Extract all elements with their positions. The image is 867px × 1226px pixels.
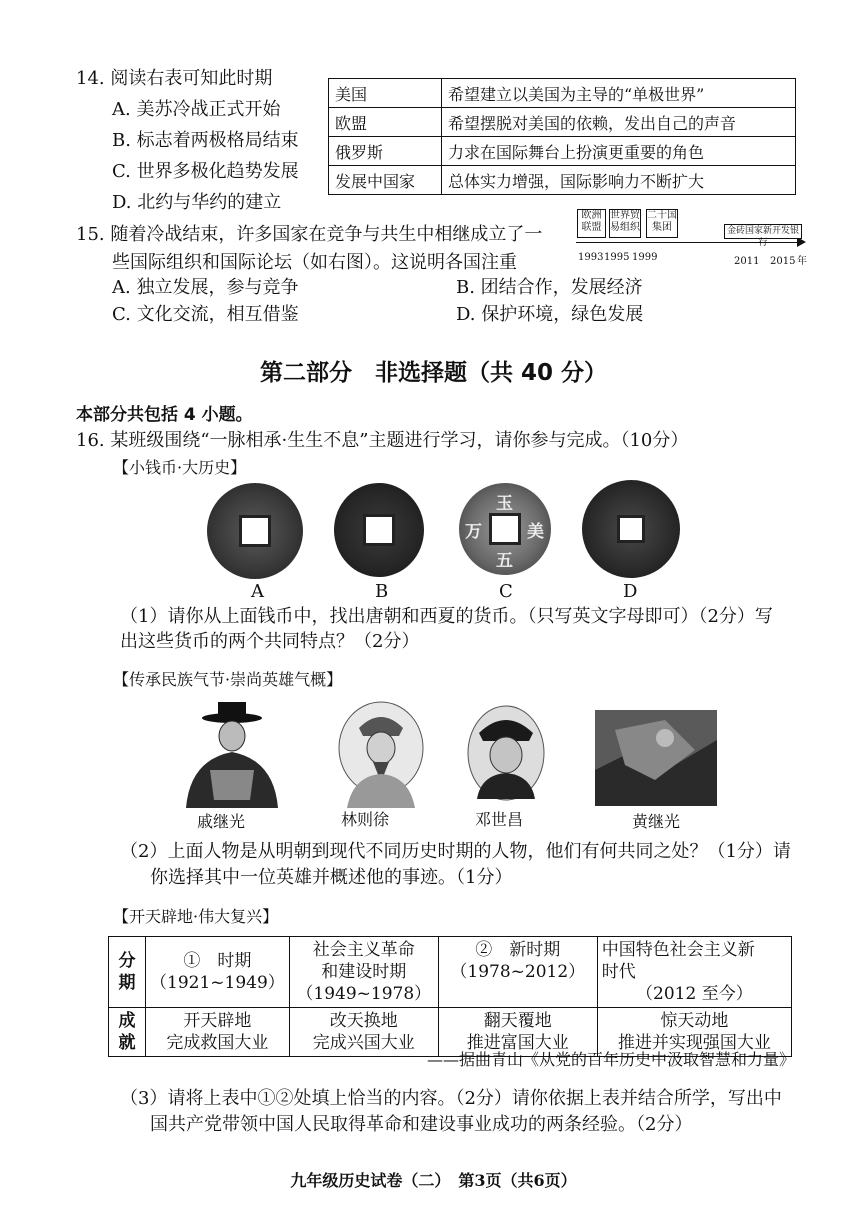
q14-table	[328, 78, 796, 195]
timeline-year: 1999	[632, 252, 658, 263]
table-source: ——据曲青山《从党的百年历史中汲取智慧和力量》	[426, 1050, 795, 1069]
q14-option-d: D. 北约与华约的建立	[112, 192, 282, 213]
table-cell: ② 新时期 （1978~2012）	[438, 937, 597, 1008]
q15-stem-line2: 些国际组织和国际论坛（如右图）。这说明各国注重	[112, 252, 517, 273]
coin-hole	[239, 515, 271, 547]
timeline-year: 1993	[578, 252, 604, 263]
timeline-box-brics: 金砖国家新开发银行	[724, 224, 802, 239]
table-cell: 惊天动地 推进并实现强国大业	[597, 1008, 791, 1057]
timeline-box-wto: 世界贸 易组织	[609, 209, 641, 238]
table-row	[329, 79, 796, 108]
table-cell: 中国特色社会主义新 时代 （2012 至今）	[597, 937, 791, 1008]
coin-c-image: 玉 万 美 五	[459, 483, 551, 575]
q14-actor: 发展中国家	[329, 166, 442, 195]
coins-heading: 【小钱币·大历史】	[113, 458, 247, 477]
q14-desc: 力求在国际舞台上扮演更重要的角色	[442, 137, 796, 166]
section-title: 第二部分 非选择题（共 40 分）	[259, 360, 608, 386]
timeline-year: 1995	[604, 252, 630, 263]
q16-sub1-line2: 出这些货币的两个共同特点？（2分）	[120, 631, 420, 652]
coin-a-image	[207, 483, 303, 579]
q14-actor: 俄罗斯	[329, 137, 442, 166]
q14-actor: 美国	[329, 79, 442, 108]
table-row	[109, 937, 792, 1008]
q15-option-d: D. 保护环境，绿色发展	[456, 304, 644, 325]
table-cell: 社会主义革命 和建设时期 （1949~1978）	[289, 937, 438, 1008]
heroes-heading: 【传承民族气节·崇尚英雄气概】	[113, 670, 343, 689]
q16-stem: 16. 某班级围绕“一脉相承·生生不息”主题进行学习，请你参与完成。（10分）	[76, 430, 689, 451]
q14-actor: 欧盟	[329, 108, 442, 137]
table-row	[329, 137, 796, 166]
hero-name: 邓世昌	[475, 810, 524, 829]
coin-label-c: C	[499, 581, 513, 602]
table-row	[329, 166, 796, 195]
q16-sub3-line2: 国共产党带领中国人民取得革命和建设事业成功的两条经验。（2分）	[150, 1114, 693, 1135]
coin-label-a: A	[251, 581, 264, 602]
timeline-year: 2011	[734, 256, 760, 267]
timeline-box-eu: 欧洲 联盟	[577, 209, 606, 238]
q15-option-a: A. 独立发展，参与竞争	[112, 277, 299, 298]
q16-sub2-line2: 你选择其中一位英雄并概述他的事迹。（1分）	[150, 867, 513, 888]
q16-sub3-line1: （3）请将上表中①②处填上恰当的内容。（2分）请你依据上表并结合所学，写出中	[120, 1088, 782, 1109]
table-cell: 开天辟地 完成救国大业	[146, 1008, 290, 1057]
q14-desc: 希望建立以美国为主导的“单极世界”	[442, 79, 796, 108]
coin-d-image	[582, 480, 680, 578]
timeline-year-unit: 年	[797, 256, 807, 267]
table-heading: 【开天辟地·伟大复兴】	[113, 907, 279, 926]
row-head-achievements: 成就	[109, 1008, 146, 1057]
portrait-huang-jiguang	[595, 710, 717, 806]
coin-hole	[489, 513, 521, 545]
hero-name: 林则徐	[341, 810, 390, 829]
q14-option-b: B. 标志着两极格局结束	[112, 130, 299, 151]
coin-b-image	[334, 483, 424, 577]
portrait-deng-shichang	[465, 703, 547, 803]
section-intro: 本部分共包括 4 小题。	[76, 405, 253, 425]
portrait-qi-jiguang	[180, 700, 284, 810]
q14-desc: 希望摆脱对美国的依赖，发出自己的声音	[442, 108, 796, 137]
q16-table	[108, 936, 792, 1057]
coin-label-d: D	[623, 581, 638, 602]
table-cell: 改天换地 完成兴国大业	[289, 1008, 438, 1057]
page-footer: 九年级历史试卷（二） 第3页（共6页）	[290, 1171, 577, 1190]
q15-option-b: B. 团结合作，发展经济	[456, 277, 643, 298]
coin-hole	[363, 514, 395, 546]
q14-option-c: C. 世界多极化趋势发展	[112, 161, 299, 182]
q16-sub1-line1: （1）请你从上面钱币中，找出唐朝和西夏的货币。（只写英文字母即可）（2分）写	[120, 606, 773, 627]
table-cell: 翻天覆地 推进富国大业	[438, 1008, 597, 1057]
coin-hole	[617, 515, 645, 543]
q16-sub2-line1: （2）上面人物是从明朝到现代不同历史时期的人物，他们有何共同之处？（1分）请	[120, 841, 791, 862]
hero-name: 黄继光	[632, 812, 681, 831]
timeline-year: 2015	[770, 256, 796, 267]
q15-stem-line1: 15. 随着冷战结束，许多国家在竞争与共生中相继成立了一	[76, 224, 543, 245]
portrait-lin-zexu	[333, 700, 429, 810]
row-head-periods: 分期	[109, 937, 146, 1008]
timeline-box-g20: 二十国 集团	[646, 209, 678, 238]
coin-label-b: B	[375, 581, 389, 602]
table-cell: ① 时期 （1921~1949）	[146, 937, 290, 1008]
q14-option-a: A. 美苏冷战正式开始	[112, 99, 281, 120]
hero-name: 戚继光	[197, 812, 246, 831]
q14-desc: 总体实力增强，国际影响力不断扩大	[442, 166, 796, 195]
q14-stem: 14. 阅读右表可知此时期	[76, 68, 273, 89]
table-row	[329, 108, 796, 137]
q15-timeline	[576, 206, 810, 270]
q15-option-c: C. 文化交流，相互借鉴	[112, 304, 299, 325]
